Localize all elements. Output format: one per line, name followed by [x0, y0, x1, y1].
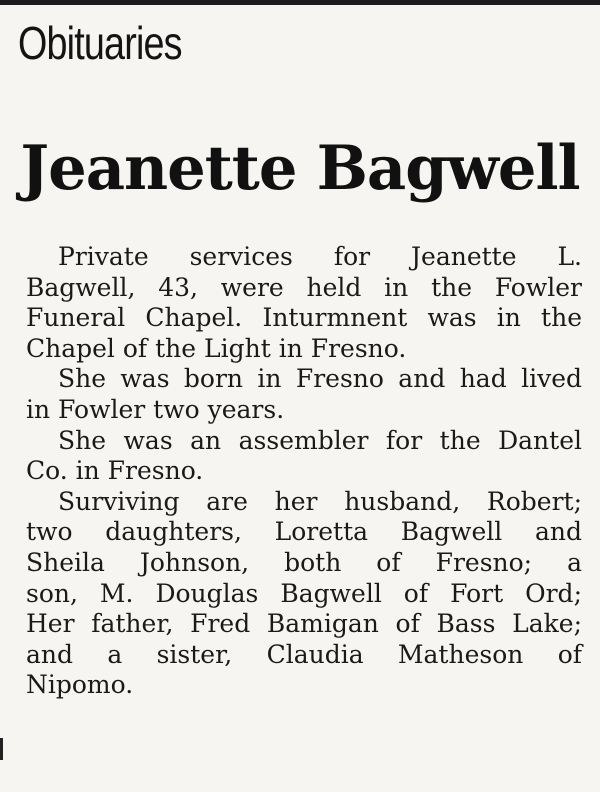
text-line: Funeral Chapel. Inturmnent was in the [26, 303, 582, 333]
text-line: in Fowler two years. [26, 394, 285, 424]
text-line: Bagwell, 43, were held in the Fowler [26, 272, 582, 302]
text-line: Surviving are her husband, Robert; [58, 486, 582, 516]
text-line: Sheila Johnson, both of Fresno; a [26, 547, 582, 577]
obituary-body [26, 242, 582, 701]
text-line: and a sister, Claudia Matheson of [26, 639, 582, 669]
text-line: Private services for Jeanette L. [58, 242, 582, 271]
paragraph-birth [26, 364, 582, 425]
text-line: Chapel of the Light in Fresno. [26, 333, 407, 363]
text-line: She was an assembler for the Dantel [58, 425, 582, 455]
clipping-edge-mark [0, 738, 3, 760]
text-line: Nipomo. [26, 670, 134, 700]
text-line: two daughters, Loretta Bagwell and [26, 517, 582, 547]
text-line: son, M. Douglas Bagwell of Fort Ord; [26, 578, 582, 608]
paragraph-occupation [26, 426, 582, 487]
paragraph-services [26, 242, 582, 364]
text-line: Co. in Fresno. [26, 456, 204, 486]
obituary-headline: Jeanette Bagwell [20, 133, 580, 204]
text-line: She was born in Fresno and had lived [58, 364, 582, 394]
section-heading: Obituaries [18, 17, 182, 69]
text-line: Her father, Fred Bamigan of Bass Lake; [26, 609, 582, 639]
top-rule [0, 0, 600, 5]
paragraph-survivors [26, 487, 582, 701]
